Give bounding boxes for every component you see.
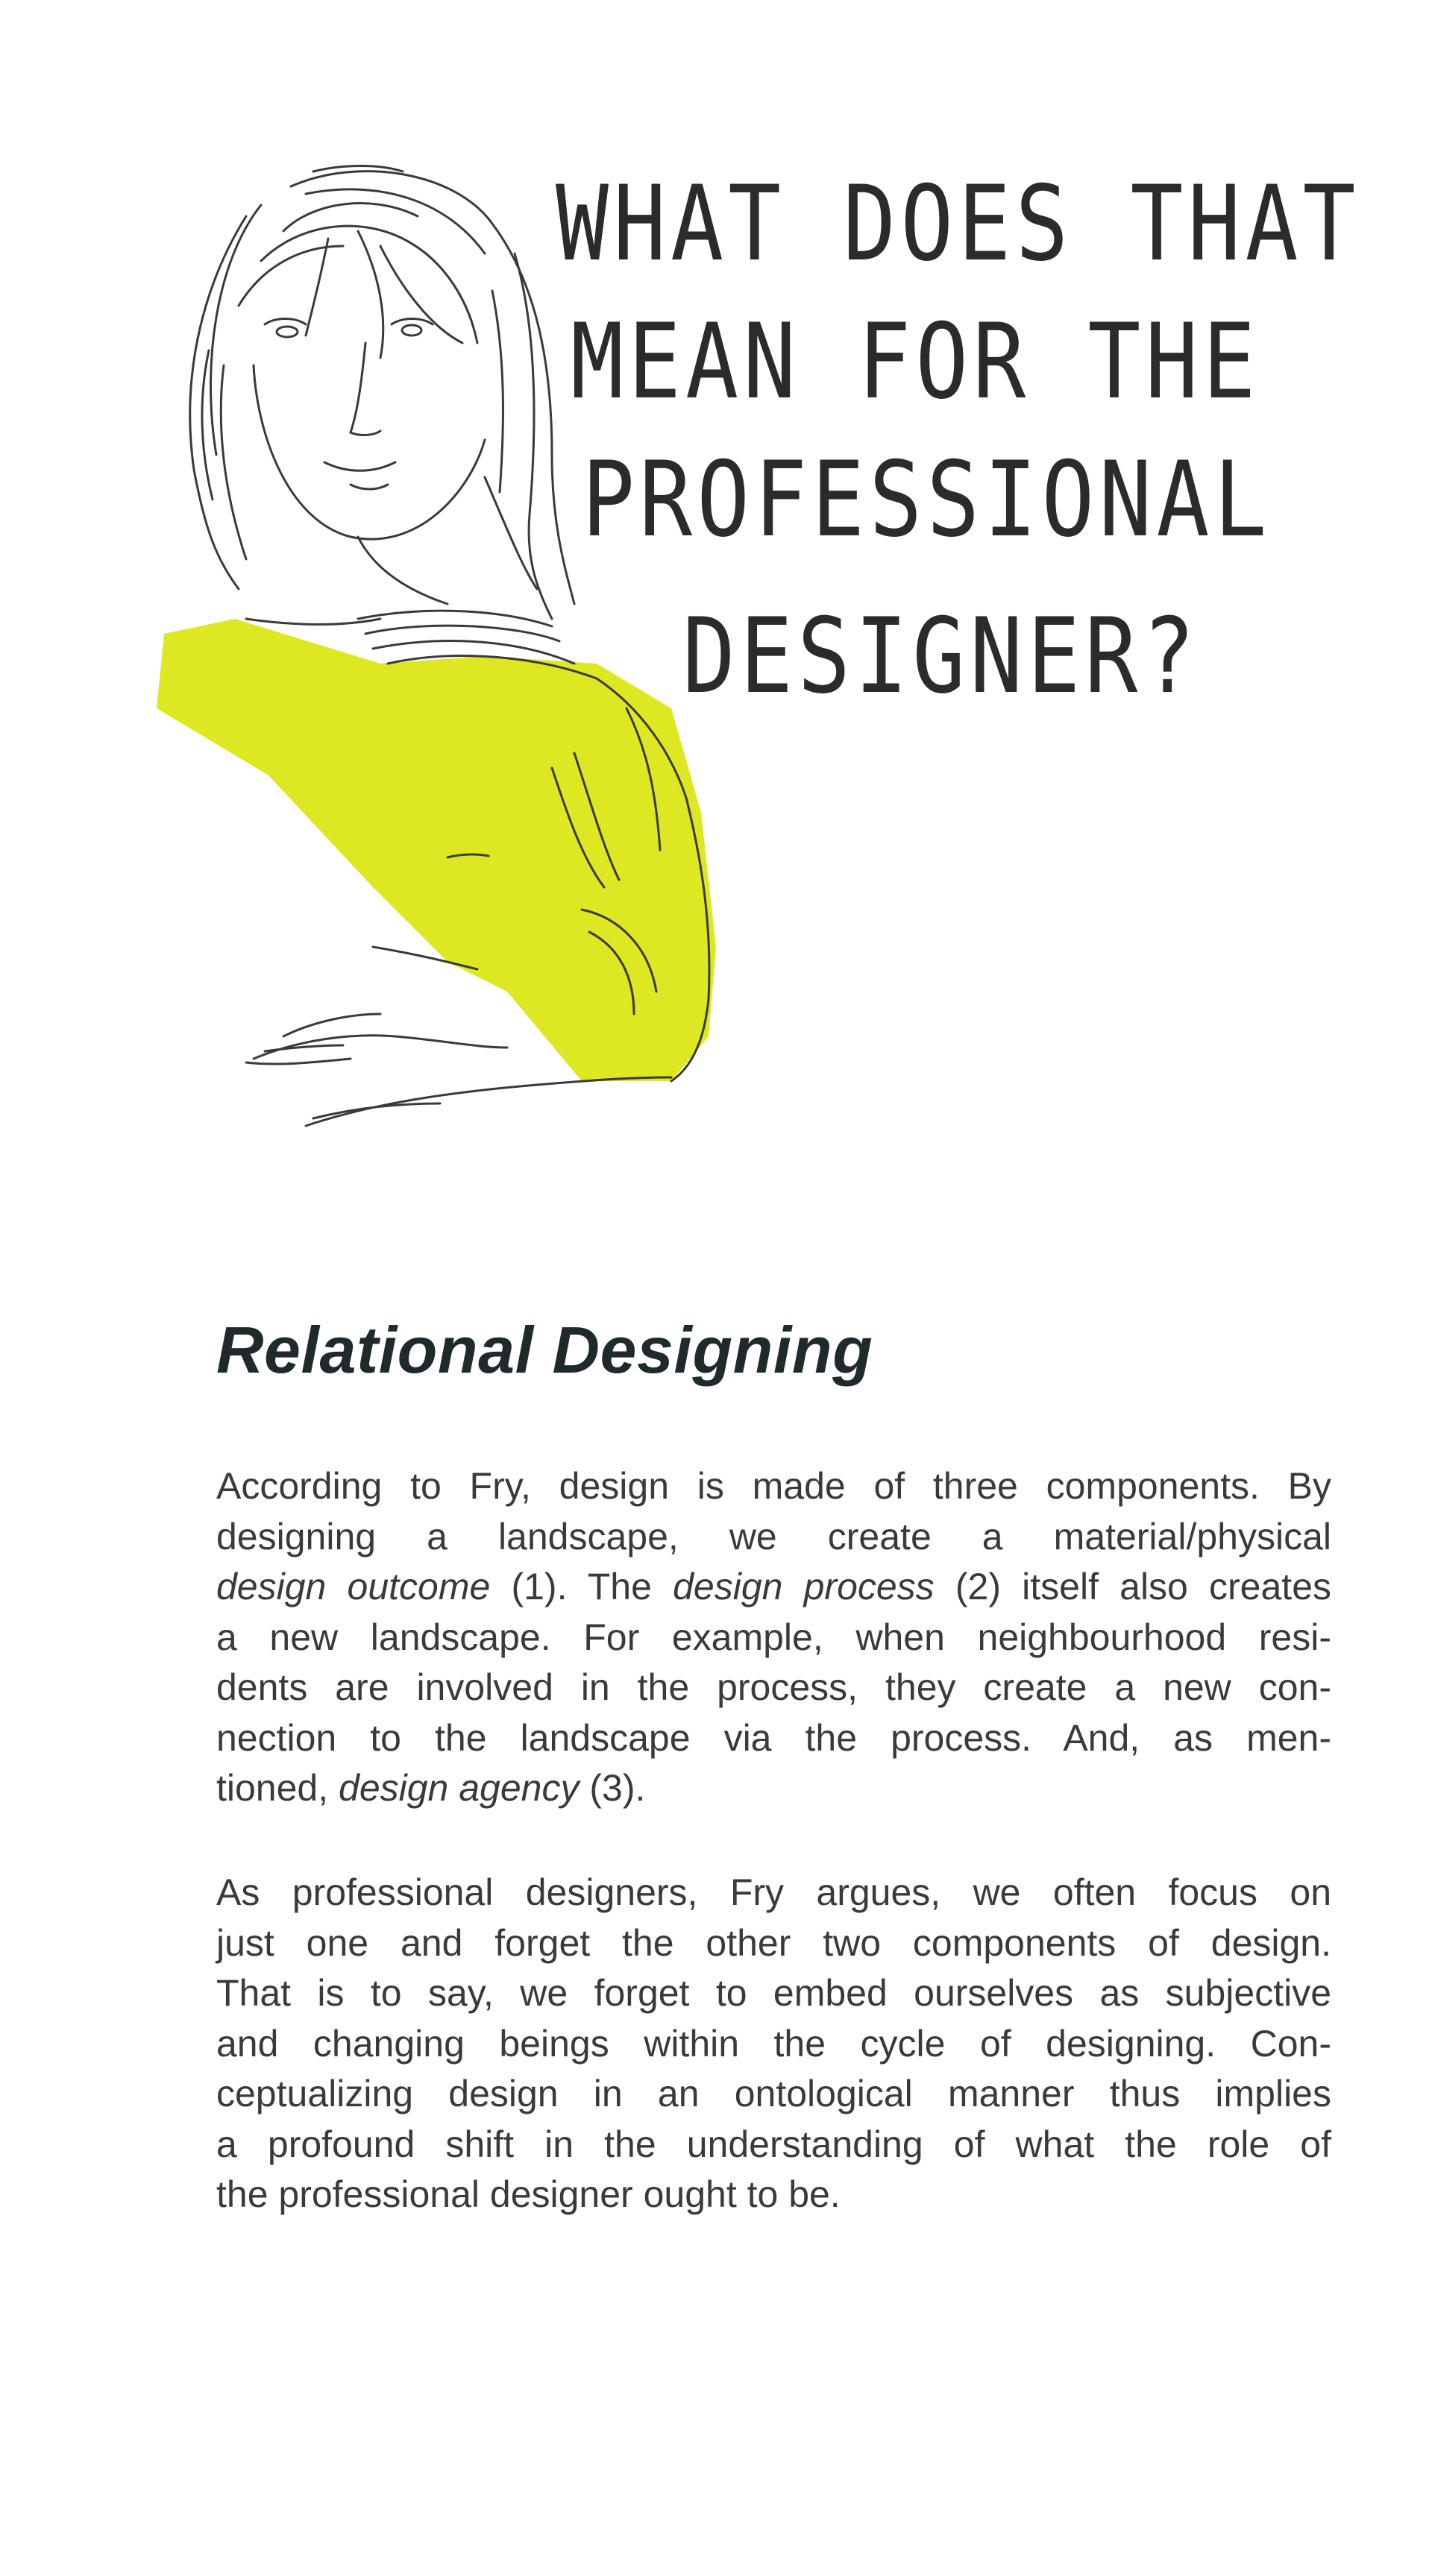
caption-line-3: PROFESSIONAL — [582, 438, 1272, 561]
p2-line-7: the professional designer ought to be. — [216, 2173, 841, 2215]
paragraph-2 — [216, 1868, 1331, 2220]
p1-line-6 — [216, 1713, 1331, 1764]
p1-line-2 — [216, 1512, 1331, 1563]
section-heading: Relational Designing — [216, 1313, 873, 1387]
p2-line-6: a profound shift in the understanding of what the role of — [216, 2123, 1331, 2165]
p2-line-4: and changing beings within the cycle of designing. Con- — [216, 2022, 1331, 2065]
p2-line-2: just one and forget the other two components of design. — [216, 1921, 1331, 1964]
text-run: nection to the landscape via the process. And, as men- — [216, 1716, 1331, 1759]
p1-line-1 — [216, 1461, 1331, 1512]
p1-line-5 — [216, 1663, 1331, 1713]
face-strokes — [254, 319, 537, 605]
text-run: designing a landscape, we create a material/physical — [216, 1515, 1331, 1558]
caption-line-4: DESIGNER? — [682, 595, 1200, 717]
caption-line-2: MEAN FOR THE — [571, 300, 1260, 423]
text-run: (1). The — [490, 1566, 673, 1607]
text-run: a new landscape. For example, when neighbourhood resi- — [216, 1616, 1331, 1658]
caption-line-1: WHAT DOES THAT — [556, 163, 1360, 285]
p1-line-7 — [216, 1763, 1331, 1814]
paragraph-1 — [216, 1461, 1331, 1814]
p1-line-4 — [216, 1613, 1331, 1663]
p1-line-3 — [216, 1562, 1331, 1613]
emphasis-design-agency: design agency — [339, 1767, 580, 1809]
text-run: dents are involved in the process, they create a new con- — [216, 1666, 1331, 1708]
text-run: tioned, — [216, 1767, 339, 1809]
p2-line-3: That is to say, we forget to embed ourselves as subjective — [216, 1972, 1331, 2014]
text-run: (3). — [579, 1767, 646, 1809]
emphasis-design-process: design process — [673, 1566, 935, 1607]
p2-line-1: As professional designers, Fry argues, we often focus on — [216, 1871, 1331, 1913]
text-run: (2) itself also creates — [934, 1566, 1331, 1607]
text-run: According to Fry, design is made of three components. By — [216, 1465, 1331, 1507]
shirt-fill — [157, 619, 716, 1081]
p2-line-5: ceptualizing design in an ontological manner thus implies — [216, 2073, 1331, 2114]
emphasis-design-outcome: design outcome — [216, 1566, 491, 1607]
